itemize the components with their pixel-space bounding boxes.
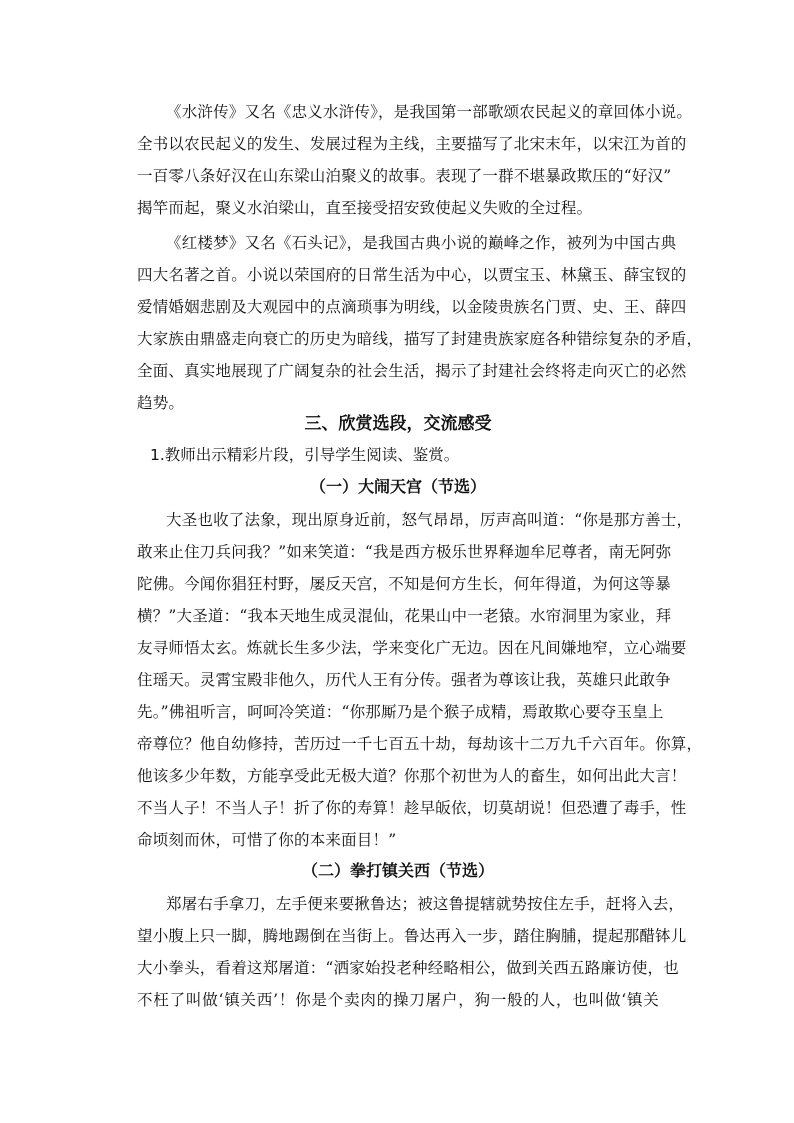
text-line: 郑屠右手拿刀，左手便来要揪鲁达；被这鲁提辖就势按住左手，赶将入去， bbox=[166, 895, 685, 913]
text-line: 望小腹上只一脚，腾地踢倒在当街上。鲁达再入一步，踏住胸脯，提起那醋钵儿 bbox=[137, 927, 687, 945]
text-line: 大小拳头，看着这郑屠道：“洒家始投老种经略相公，做到关西五路廉访使，也 bbox=[137, 959, 679, 977]
text-line: 全书以农民起义的发生、发展过程为主线，主要描写了北宋末年，以宋江为首的 bbox=[137, 135, 687, 153]
text-line: 大圣也收了法象，现出原身近前，怒气昂昂，厉声高叫道：“你是那方善士， bbox=[166, 511, 693, 529]
text-line: 友寻师悟太玄。炼就长生多少法，学来变化广无边。因在凡间嫌地窄，立心端要 bbox=[137, 639, 687, 657]
text-line: 帝尊位？他自幼修持，苦历过一千七百五十劫，每劫该十二万九千六百年。你算， bbox=[137, 735, 703, 753]
text-line: 陀佛。今闻你猖狂村野，屡反天宫，不知是何方生长，何年得道，为何这等暴 bbox=[137, 575, 671, 593]
text-line: 大家族由鼎盛走向衰亡的历史为暗线，描写了封建贵族家庭各种错综复杂的矛盾， bbox=[137, 330, 703, 348]
text-line: 他该多少年数，方能享受此无极大道？你那个初世为人的畜生，如何出此大言！ bbox=[137, 767, 687, 785]
text-line: 敢来止住刀兵问我？”如来笑道：“我是西方极乐世界释迦牟尼尊者，南无阿弥 bbox=[137, 543, 672, 561]
text-line: 先。”佛祖听言，呵呵冷笑道：“你那厮乃是个猴子成精，焉敢欺心要夺玉皇上 bbox=[137, 703, 664, 721]
text-line: 不枉了叫做‘镇关西’！你是个卖肉的操刀屠户，狗一般的人，也叫做‘镇关 bbox=[137, 991, 659, 1009]
text-line: 命顷刻而休，可惜了你的本来面目！” bbox=[137, 831, 397, 849]
text-line: 揭竿而起，聚义水泊梁山，直至接受招安致使起义失败的全过程。 bbox=[137, 199, 593, 217]
text-line: 全面、真实地展现了广阔复杂的社会生活，揭示了封建社会终将走向灭亡的必然 bbox=[137, 362, 687, 380]
text-line: 四大名著之首。小说以荣国府的日常生活为中心，以贾宝玉、林黛玉、薛宝钗的 bbox=[137, 266, 687, 284]
text-line: 不当人子！不当人子！折了你的寿算！趁早皈依，切莫胡说！但恐遭了毒手，性 bbox=[137, 799, 687, 817]
text-line: 《水浒传》又名《忠义水浒传》，是我国第一部歌颂农民起义的章回体小说。 bbox=[166, 103, 693, 121]
section-heading: 三、欣赏选段，交流感受 bbox=[304, 414, 492, 434]
text-line: 横？”大圣道：“我本天地生成灵混仙，花果山中一老猿。水帘洞里为家业，拜 bbox=[137, 607, 672, 625]
text-line: 一百零八条好汉在山东梁山泊聚义的故事。表现了一群不堪暴政欺压的“好汉” bbox=[137, 167, 672, 185]
text-line: 住瑶天。灵霄宝殿非他久，历代人王有分传。强者为尊该让我，英雄只此敢争 bbox=[137, 671, 671, 689]
task-instruction: 1.教师出示精彩片段，引导学生阅读、鉴赏。 bbox=[150, 446, 460, 464]
excerpt-title: （二）拳打镇关西（节选） bbox=[301, 861, 494, 880]
text-line: 爱情婚姻悲剧及大观园中的点滴琐事为明线，以金陵贵族名门贾、史、王、薛四 bbox=[137, 298, 687, 316]
text-line: 《红楼梦》又名《石头记》，是我国古典小说的巅峰之作，被列为中国古典 bbox=[166, 234, 677, 252]
text-line: 趋势。 bbox=[137, 394, 185, 412]
excerpt-title: （一）大闹天宫（节选） bbox=[309, 477, 486, 496]
